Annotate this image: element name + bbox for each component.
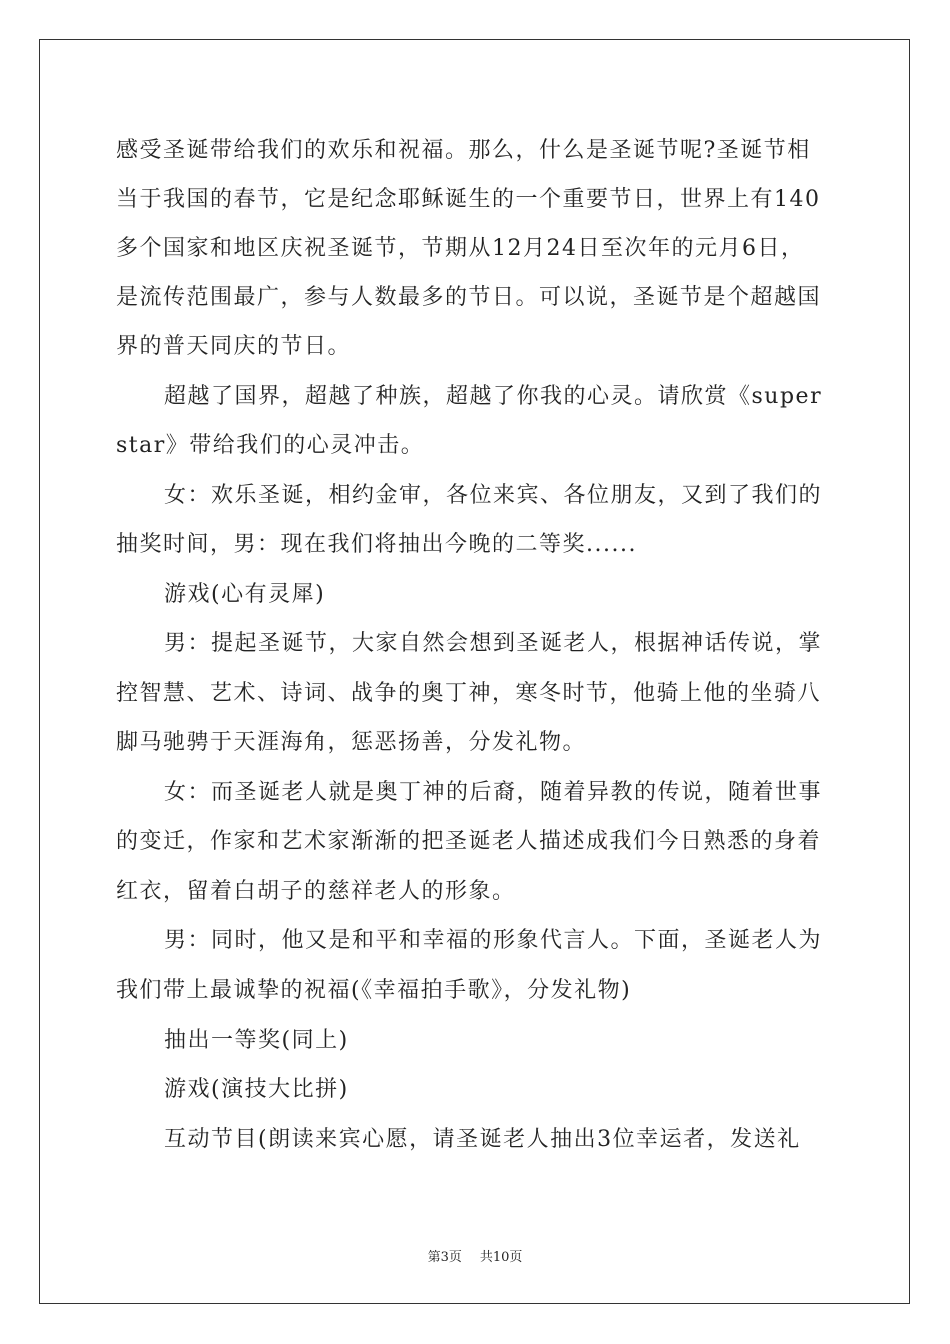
text-line: 控智慧、艺术、诗词、战争的奥丁神，寒冬时节，他骑上他的坐骑八 [116, 681, 822, 706]
text-line: 抽奖时间，男：现在我们将抽出今晚的二等奖...... [116, 532, 637, 557]
text-line: 超越了国界，超越了种族，超越了你我的心灵。请欣赏《super [164, 384, 823, 409]
text-line: 抽出一等奖(同上) [164, 1028, 349, 1053]
text-line: 界的普天同庆的节日。 [116, 334, 352, 359]
text-line: 游戏(演技大比拼) [164, 1077, 349, 1102]
page-footer [0, 1246, 950, 1265]
text-line: 多个国家和地区庆祝圣诞节，节期从12月24日至次年的元月6日， [116, 236, 805, 261]
text-line: 互动节目(朗读来宾心愿，请圣诞老人抽出3位幸运者，发送礼 [164, 1127, 801, 1152]
text-line: 感受圣诞带给我们的欢乐和祝福。那么，什么是圣诞节呢?圣诞节相 [116, 138, 811, 163]
text-line: 游戏(心有灵犀) [164, 582, 326, 607]
text-line: 我们带上最诚挚的祝福(《幸福拍手歌》，分发礼物) [116, 978, 632, 1003]
text-line: 女：欢乐圣诞，相约金审，各位来宾、各位朋友，又到了我们的 [164, 483, 823, 508]
text-line: 红衣，留着白胡子的慈祥老人的形象。 [116, 879, 516, 904]
page-border [39, 39, 910, 1304]
text-line: 的变迁，作家和艺术家渐渐的把圣诞老人描述成我们今日熟悉的身着 [116, 829, 822, 854]
text-line: 男：提起圣诞节，大家自然会想到圣诞老人，根据神话传说，掌 [164, 631, 823, 656]
text-line: 是流传范围最广，参与人数最多的节日。可以说，圣诞节是个超越国 [116, 285, 822, 310]
page-number: 第3页 [427, 1250, 462, 1265]
text-line: 当于我国的春节，它是纪念耶稣诞生的一个重要节日，世界上有140 [116, 187, 821, 212]
page-total: 共10页 [479, 1250, 523, 1265]
text-line: star》带给我们的心灵冲击。 [116, 433, 425, 458]
text-line: 女：而圣诞老人就是奥丁神的后裔，随着异教的传说，随着世事 [164, 780, 823, 805]
text-line: 脚马驰骋于天涯海角，惩恶扬善，分发礼物。 [116, 730, 587, 755]
text-line: 男：同时，他又是和平和幸福的形象代言人。下面，圣诞老人为 [164, 928, 823, 953]
